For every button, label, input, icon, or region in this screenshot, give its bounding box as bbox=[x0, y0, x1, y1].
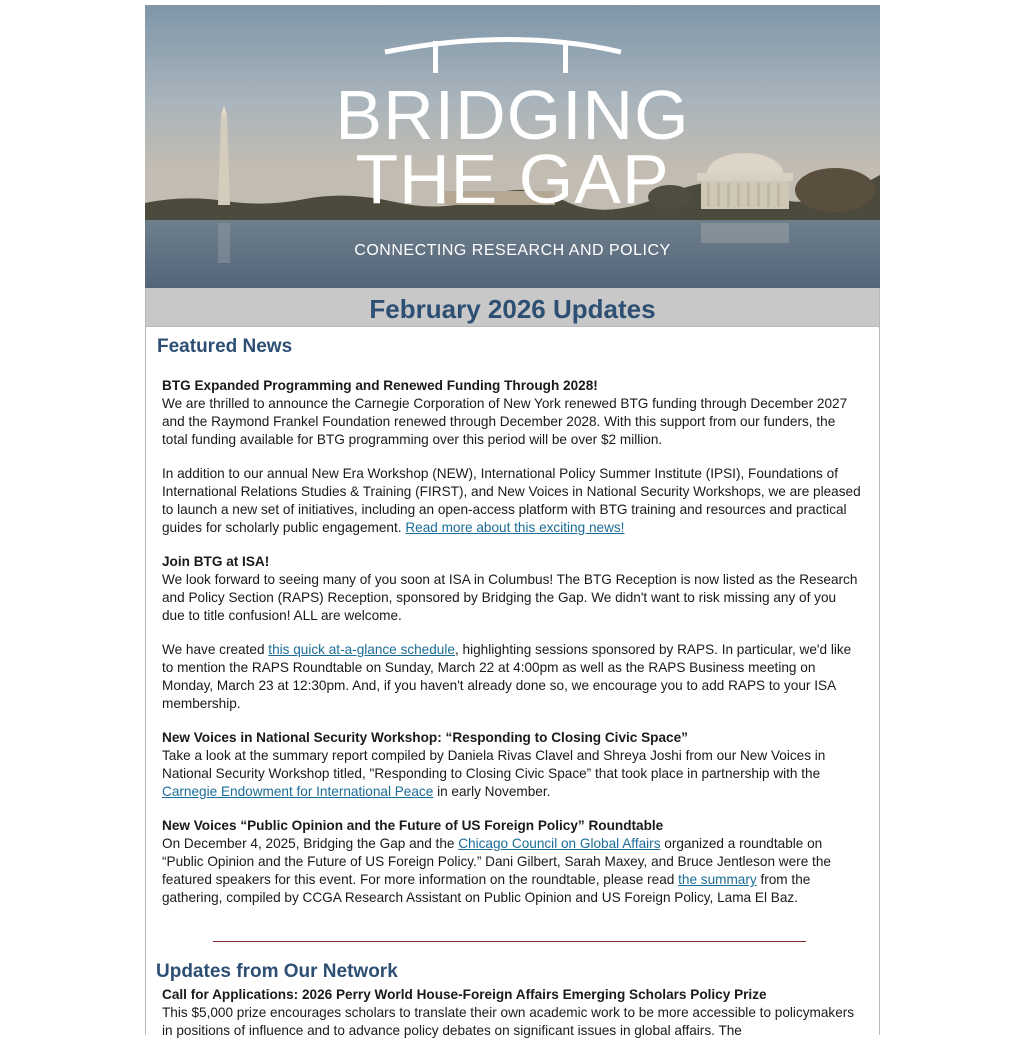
article-title: BTG Expanded Programming and Renewed Funding Through 2028! bbox=[162, 378, 598, 393]
summary-link[interactable]: the summary bbox=[678, 872, 757, 887]
newsletter-content bbox=[146, 335, 879, 1040]
article-text: , highlighting sessions sponsored by RAPS. In particular, we'd like to mention the RAPS Roundtable on Sunday, March 22 at 4:00pm as well as the RAPS Business meeting on Monday, March 23 at 12:30pm. And, if you haven't already done so, we encourage you to add RAPS to your ISA membership. bbox=[162, 642, 852, 711]
article-title: New Voices in National Security Workshop: “Responding to Closing Civic Space” bbox=[162, 730, 688, 745]
article-civic-space bbox=[146, 729, 879, 801]
article-paragraph bbox=[162, 465, 861, 537]
read-more-link[interactable]: Read more about this exciting news! bbox=[405, 520, 625, 535]
article-isa bbox=[146, 553, 879, 713]
spacer bbox=[146, 713, 879, 729]
article-title: Call for Applications: 2026 Perry World House-Foreign Affairs Emerging Scholars Policy Prize bbox=[162, 987, 767, 1002]
article-text: organized a roundtable on “Public Opinion and the Future of US Foreign Policy.” Dani Gilbert, Sarah Maxey, and Bruce Jentleson were the featured speakers for this event. For more information on the roundtable, please read bbox=[162, 836, 831, 887]
article-text: Take a look at the summary report compiled by Daniela Rivas Clavel and Shreya Joshi from our New Voices in National Security Workshop titled, "Responding to Closing Civic Space” that took place in partnership with the bbox=[162, 748, 826, 781]
article-paragraph: We are thrilled to announce the Carnegie Corporation of New York renewed BTG funding through December 2027 and the Raymond Frankel Foundation renewed through December 2028. With this support from our funders, the total funding available for BTG programming over this period will be over $2 million. bbox=[162, 396, 848, 447]
logo-line-1: BRIDGING bbox=[335, 76, 690, 154]
article-funding bbox=[146, 377, 879, 537]
article-text: in early November. bbox=[433, 784, 551, 799]
spacer bbox=[146, 359, 879, 377]
month-title: February 2026 Updates bbox=[146, 288, 879, 327]
article-perry-prize bbox=[146, 986, 879, 1040]
logo-line-2: THE GAP bbox=[355, 140, 670, 218]
schedule-link[interactable]: this quick at-a-glance schedule bbox=[268, 642, 455, 657]
chicago-council-link[interactable]: Chicago Council on Global Affairs bbox=[458, 836, 661, 851]
spacer bbox=[146, 537, 879, 553]
article-paragraph: We look forward to seeing many of you soon at ISA in Columbus! The BTG Reception is now listed as the Research and Policy Section (RAPS) Reception, sponsored by Bridging the Gap. We didn't want to risk missing any of you due to title confusion! ALL are welcome. bbox=[162, 572, 858, 623]
article-paragraph bbox=[162, 747, 861, 801]
article-text: On December 4, 2025, Bridging the Gap and the bbox=[162, 836, 459, 851]
article-title: Join BTG at ISA! bbox=[162, 554, 270, 569]
section-divider bbox=[213, 941, 806, 942]
header-banner bbox=[145, 5, 880, 288]
email-container bbox=[145, 5, 880, 1038]
article-paragraph bbox=[162, 835, 861, 907]
banner-tagline: CONNECTING RESEARCH AND POLICY bbox=[354, 242, 671, 259]
article-text: We have created bbox=[162, 642, 269, 657]
spacer bbox=[146, 950, 879, 960]
featured-news-heading: Featured News bbox=[157, 336, 293, 357]
carnegie-endowment-link[interactable]: Carnegie Endowment for International Peace bbox=[162, 784, 434, 799]
spacer bbox=[146, 801, 879, 817]
article-paragraph: This $5,000 prize encourages scholars to translate their own academic work to be more accessible to policymakers in positions of influence and to advance policy debates on significant issues in global affairs. The bbox=[162, 1005, 855, 1038]
article-title: New Voices “Public Opinion and the Future of US Foreign Policy” Roundtable bbox=[162, 818, 664, 833]
article-roundtable bbox=[146, 817, 879, 907]
spacer bbox=[146, 907, 879, 933]
network-updates-heading: Updates from Our Network bbox=[156, 961, 398, 982]
article-text: from the gathering, compiled by CCGA Research Assistant on Public Opinion and US Foreign Policy, Lama El Baz. bbox=[162, 872, 811, 905]
article-text: In addition to our annual New Era Workshop (NEW), International Policy Summer Institute (IPSI), Foundations of International Relations Studies & Training (FIRST), and New Voices in National Security Workshops, we are pleased to launch a new set of initiatives, including an open-access platform with BTG training and resources and practical guides for scholarly public engagement. bbox=[162, 466, 861, 535]
article-paragraph bbox=[162, 641, 861, 713]
spacer bbox=[162, 625, 861, 641]
logo-text bbox=[145, 76, 880, 218]
spacer bbox=[162, 449, 861, 465]
